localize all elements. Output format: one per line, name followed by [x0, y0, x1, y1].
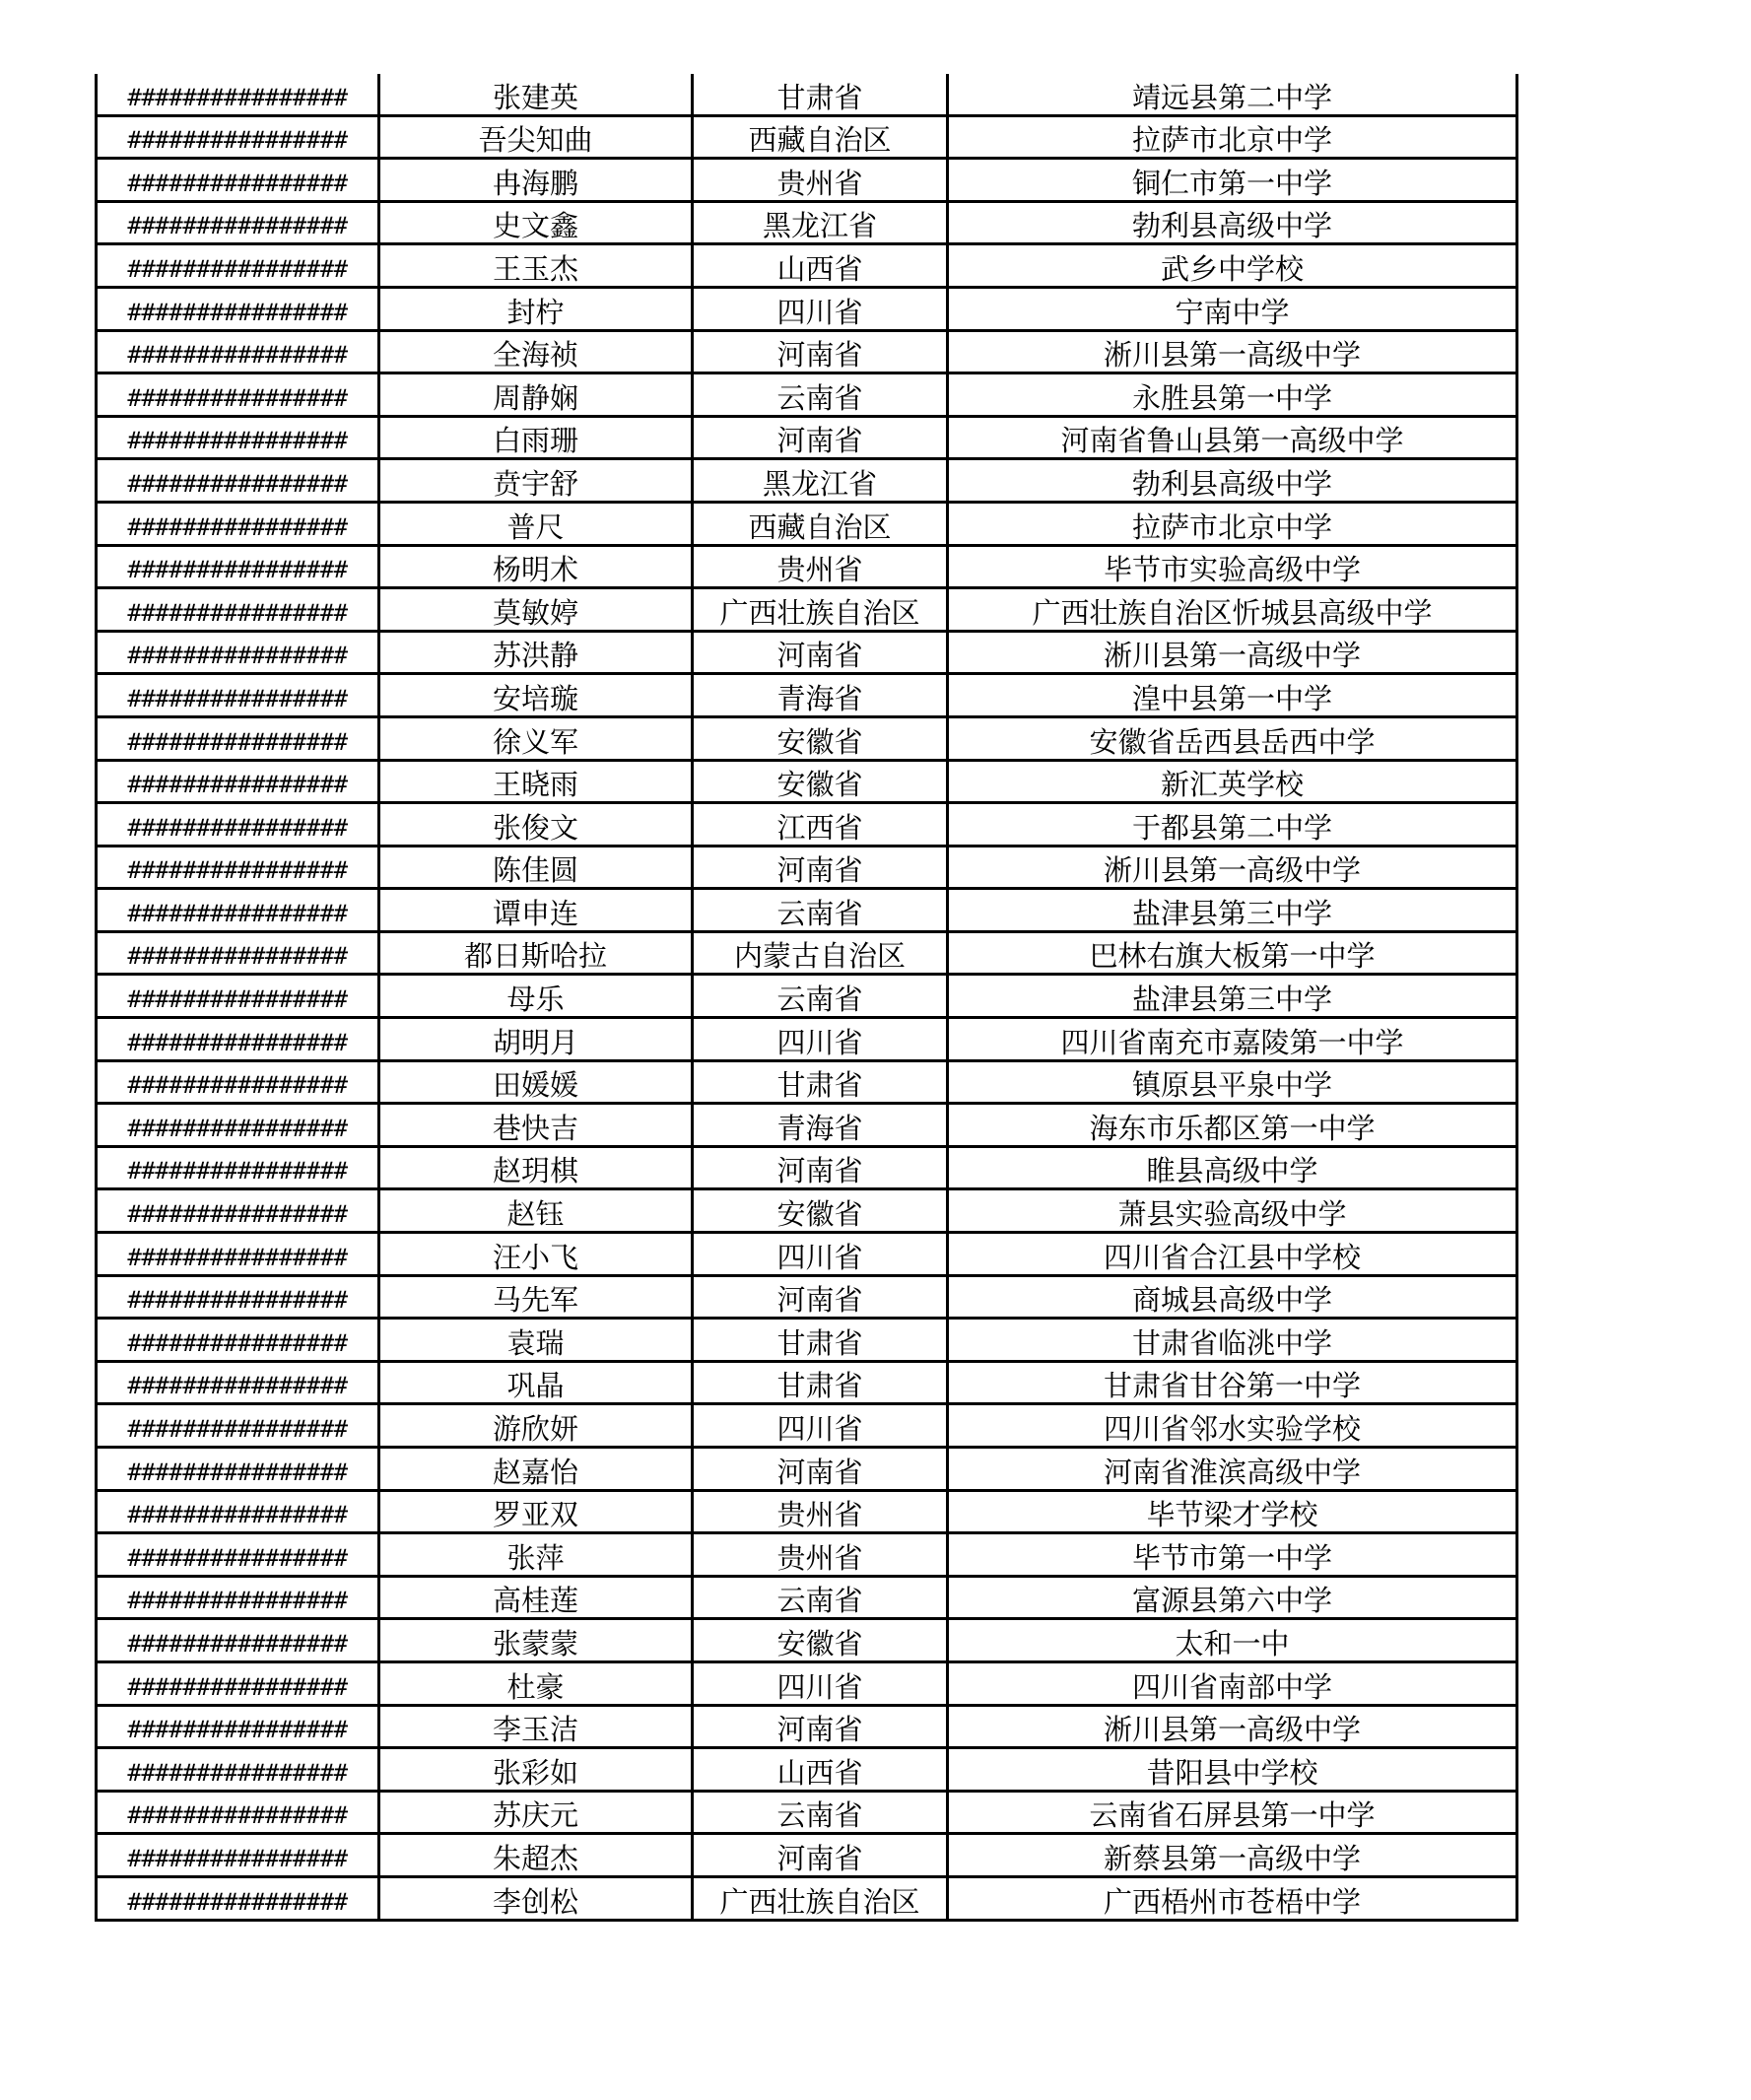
name-cell: 赵钰	[379, 1189, 693, 1233]
school-cell: 太和一中	[948, 1619, 1517, 1662]
table-row	[97, 459, 1517, 503]
id-cell: ################	[97, 1619, 379, 1662]
id-cell: ################	[97, 201, 379, 244]
province-cell: 云南省	[693, 975, 948, 1018]
id-cell: ################	[97, 1661, 379, 1705]
table-row	[97, 1705, 1517, 1748]
name-cell: 陈佳圆	[379, 846, 693, 889]
province-cell: 山西省	[693, 1748, 948, 1792]
name-cell: 谭申连	[379, 889, 693, 932]
school-cell: 广西梧州市苍梧中学	[948, 1876, 1517, 1920]
id-cell: ################	[97, 846, 379, 889]
id-cell: ################	[97, 1361, 379, 1404]
table-row	[97, 1448, 1517, 1491]
province-cell: 河南省	[693, 1275, 948, 1319]
id-cell: ################	[97, 1533, 379, 1577]
province-cell: 河南省	[693, 1448, 948, 1491]
table-row	[97, 1104, 1517, 1147]
province-cell: 江西省	[693, 803, 948, 847]
name-cell: 胡明月	[379, 1018, 693, 1061]
name-cell: 安培璇	[379, 674, 693, 717]
table-row	[97, 1619, 1517, 1662]
table-row	[97, 287, 1517, 330]
school-cell: 盐津县第三中学	[948, 889, 1517, 932]
province-cell: 甘肃省	[693, 74, 948, 115]
school-cell: 毕节梁才学校	[948, 1490, 1517, 1533]
school-cell: 四川省邻水实验学校	[948, 1404, 1517, 1448]
table-row	[97, 1533, 1517, 1577]
province-cell: 广西壮族自治区	[693, 588, 948, 632]
name-cell: 巩晶	[379, 1361, 693, 1404]
school-cell: 宁南中学	[948, 287, 1517, 330]
province-cell: 西藏自治区	[693, 502, 948, 545]
id-cell: ################	[97, 1791, 379, 1834]
table-row	[97, 502, 1517, 545]
name-cell: 普尺	[379, 502, 693, 545]
table-row	[97, 1834, 1517, 1877]
school-cell: 靖远县第二中学	[948, 74, 1517, 115]
name-cell: 封柠	[379, 287, 693, 330]
province-cell: 甘肃省	[693, 1319, 948, 1362]
school-cell: 毕节市实验高级中学	[948, 545, 1517, 588]
table-row	[97, 1748, 1517, 1792]
school-cell: 淅川县第一高级中学	[948, 846, 1517, 889]
table-row	[97, 1791, 1517, 1834]
province-cell: 西藏自治区	[693, 115, 948, 159]
id-cell: ################	[97, 502, 379, 545]
id-cell: ################	[97, 416, 379, 459]
name-cell: 母乐	[379, 975, 693, 1018]
table-row	[97, 244, 1517, 288]
id-cell: ################	[97, 1748, 379, 1792]
table-row	[97, 159, 1517, 202]
id-cell: ################	[97, 1404, 379, 1448]
province-cell: 甘肃省	[693, 1060, 948, 1104]
table-row	[97, 1233, 1517, 1276]
name-cell: 周静娴	[379, 373, 693, 417]
id-cell: ################	[97, 1705, 379, 1748]
province-cell: 四川省	[693, 1233, 948, 1276]
table-row	[97, 1275, 1517, 1319]
school-cell: 勃利县高级中学	[948, 459, 1517, 503]
school-cell: 湟中县第一中学	[948, 674, 1517, 717]
name-cell: 史文鑫	[379, 201, 693, 244]
school-cell: 拉萨市北京中学	[948, 115, 1517, 159]
table-row	[97, 975, 1517, 1018]
id-cell: ################	[97, 1448, 379, 1491]
school-cell: 甘肃省甘谷第一中学	[948, 1361, 1517, 1404]
school-cell: 毕节市第一中学	[948, 1533, 1517, 1577]
table-row	[97, 1319, 1517, 1362]
school-cell: 淅川县第一高级中学	[948, 330, 1517, 373]
school-cell: 新蔡县第一高级中学	[948, 1834, 1517, 1877]
id-cell: ################	[97, 1233, 379, 1276]
province-cell: 云南省	[693, 373, 948, 417]
name-cell: 莫敏婷	[379, 588, 693, 632]
school-cell: 武乡中学校	[948, 244, 1517, 288]
province-cell: 四川省	[693, 1661, 948, 1705]
province-cell: 云南省	[693, 889, 948, 932]
name-cell: 巷快吉	[379, 1104, 693, 1147]
name-cell: 赵嘉怡	[379, 1448, 693, 1491]
province-cell: 贵州省	[693, 545, 948, 588]
province-cell: 河南省	[693, 846, 948, 889]
id-cell: ################	[97, 1146, 379, 1189]
province-cell: 河南省	[693, 416, 948, 459]
table-row	[97, 1404, 1517, 1448]
id-cell: ################	[97, 1060, 379, 1104]
id-cell: ################	[97, 1018, 379, 1061]
name-cell: 贲宇舒	[379, 459, 693, 503]
province-cell: 四川省	[693, 1404, 948, 1448]
table-row	[97, 1876, 1517, 1920]
province-cell: 河南省	[693, 1146, 948, 1189]
name-cell: 袁瑞	[379, 1319, 693, 1362]
name-cell: 田媛媛	[379, 1060, 693, 1104]
province-cell: 河南省	[693, 1834, 948, 1877]
school-cell: 河南省鲁山县第一高级中学	[948, 416, 1517, 459]
table-row	[97, 931, 1517, 975]
id-cell: ################	[97, 631, 379, 674]
id-cell: ################	[97, 889, 379, 932]
id-cell: ################	[97, 1576, 379, 1619]
school-cell: 淅川县第一高级中学	[948, 631, 1517, 674]
id-cell: ################	[97, 716, 379, 760]
table-row	[97, 201, 1517, 244]
province-cell: 山西省	[693, 244, 948, 288]
school-cell: 四川省南部中学	[948, 1661, 1517, 1705]
name-cell: 都日斯哈拉	[379, 931, 693, 975]
province-cell: 云南省	[693, 1791, 948, 1834]
name-cell: 张萍	[379, 1533, 693, 1577]
table-row	[97, 760, 1517, 803]
table-row	[97, 846, 1517, 889]
name-cell: 罗亚双	[379, 1490, 693, 1533]
id-cell: ################	[97, 1834, 379, 1877]
name-cell: 苏庆元	[379, 1791, 693, 1834]
province-cell: 安徽省	[693, 1189, 948, 1233]
table-row	[97, 1060, 1517, 1104]
table-row	[97, 1146, 1517, 1189]
province-cell: 内蒙古自治区	[693, 931, 948, 975]
table-row	[97, 1661, 1517, 1705]
school-cell: 海东市乐都区第一中学	[948, 1104, 1517, 1147]
province-cell: 河南省	[693, 631, 948, 674]
province-cell: 青海省	[693, 1104, 948, 1147]
school-cell: 铜仁市第一中学	[948, 159, 1517, 202]
province-cell: 河南省	[693, 330, 948, 373]
school-cell: 镇原县平泉中学	[948, 1060, 1517, 1104]
table-row	[97, 803, 1517, 847]
school-cell: 富源县第六中学	[948, 1576, 1517, 1619]
table-row	[97, 674, 1517, 717]
table-row	[97, 588, 1517, 632]
school-cell: 淅川县第一高级中学	[948, 1705, 1517, 1748]
table-row	[97, 545, 1517, 588]
id-cell: ################	[97, 1189, 379, 1233]
table-row	[97, 889, 1517, 932]
table-body	[97, 74, 1517, 1920]
province-cell: 贵州省	[693, 1490, 948, 1533]
school-cell: 云南省石屏县第一中学	[948, 1791, 1517, 1834]
school-cell: 永胜县第一中学	[948, 373, 1517, 417]
school-cell: 商城县高级中学	[948, 1275, 1517, 1319]
province-cell: 安徽省	[693, 1619, 948, 1662]
name-cell: 王晓雨	[379, 760, 693, 803]
province-cell: 青海省	[693, 674, 948, 717]
name-cell: 全海祯	[379, 330, 693, 373]
school-cell: 安徽省岳西县岳西中学	[948, 716, 1517, 760]
school-cell: 于都县第二中学	[948, 803, 1517, 847]
id-cell: ################	[97, 115, 379, 159]
school-cell: 萧县实验高级中学	[948, 1189, 1517, 1233]
table-row	[97, 1018, 1517, 1061]
school-cell: 盐津县第三中学	[948, 975, 1517, 1018]
name-cell: 杜豪	[379, 1661, 693, 1705]
name-cell: 张彩如	[379, 1748, 693, 1792]
table-row	[97, 115, 1517, 159]
table-row	[97, 74, 1517, 115]
province-cell: 安徽省	[693, 716, 948, 760]
id-cell: ################	[97, 760, 379, 803]
id-cell: ################	[97, 545, 379, 588]
school-cell: 拉萨市北京中学	[948, 502, 1517, 545]
name-cell: 徐义军	[379, 716, 693, 760]
id-cell: ################	[97, 244, 379, 288]
name-cell: 白雨珊	[379, 416, 693, 459]
id-cell: ################	[97, 1876, 379, 1920]
name-cell: 冉海鹏	[379, 159, 693, 202]
table-row	[97, 330, 1517, 373]
name-cell: 张建英	[379, 74, 693, 115]
table-row	[97, 631, 1517, 674]
name-cell: 王玉杰	[379, 244, 693, 288]
id-cell: ################	[97, 330, 379, 373]
school-cell: 新汇英学校	[948, 760, 1517, 803]
id-cell: ################	[97, 287, 379, 330]
id-cell: ################	[97, 931, 379, 975]
id-cell: ################	[97, 373, 379, 417]
province-cell: 云南省	[693, 1576, 948, 1619]
id-cell: ################	[97, 674, 379, 717]
table-row	[97, 1361, 1517, 1404]
school-cell: 巴林右旗大板第一中学	[948, 931, 1517, 975]
school-cell: 睢县高级中学	[948, 1146, 1517, 1189]
name-cell: 吾尖知曲	[379, 115, 693, 159]
name-cell: 高桂莲	[379, 1576, 693, 1619]
name-cell: 杨明术	[379, 545, 693, 588]
table-row	[97, 1490, 1517, 1533]
table-row	[97, 416, 1517, 459]
province-cell: 广西壮族自治区	[693, 1876, 948, 1920]
name-cell: 李创松	[379, 1876, 693, 1920]
table-row	[97, 1576, 1517, 1619]
school-cell: 广西壮族自治区忻城县高级中学	[948, 588, 1517, 632]
province-cell: 黑龙江省	[693, 201, 948, 244]
province-cell: 四川省	[693, 1018, 948, 1061]
school-cell: 昔阳县中学校	[948, 1748, 1517, 1792]
id-cell: ################	[97, 588, 379, 632]
province-cell: 贵州省	[693, 159, 948, 202]
name-cell: 游欣妍	[379, 1404, 693, 1448]
province-cell: 甘肃省	[693, 1361, 948, 1404]
school-cell: 甘肃省临洮中学	[948, 1319, 1517, 1362]
school-cell: 四川省南充市嘉陵第一中学	[948, 1018, 1517, 1061]
name-cell: 马先军	[379, 1275, 693, 1319]
id-cell: ################	[97, 803, 379, 847]
name-cell: 赵玥棋	[379, 1146, 693, 1189]
table-row	[97, 716, 1517, 760]
name-cell: 汪小飞	[379, 1233, 693, 1276]
school-cell: 河南省淮滨高级中学	[948, 1448, 1517, 1491]
province-cell: 四川省	[693, 287, 948, 330]
province-cell: 贵州省	[693, 1533, 948, 1577]
province-cell: 黑龙江省	[693, 459, 948, 503]
name-cell: 苏洪静	[379, 631, 693, 674]
school-cell: 四川省合江县中学校	[948, 1233, 1517, 1276]
name-cell: 张俊文	[379, 803, 693, 847]
school-cell: 勃利县高级中学	[948, 201, 1517, 244]
name-cell: 张蒙蒙	[379, 1619, 693, 1662]
id-cell: ################	[97, 1275, 379, 1319]
id-cell: ################	[97, 975, 379, 1018]
student-list-table	[95, 74, 1518, 1922]
name-cell: 李玉洁	[379, 1705, 693, 1748]
name-cell: 朱超杰	[379, 1834, 693, 1877]
id-cell: ################	[97, 159, 379, 202]
id-cell: ################	[97, 1490, 379, 1533]
province-cell: 安徽省	[693, 760, 948, 803]
table-row	[97, 373, 1517, 417]
table-row	[97, 1189, 1517, 1233]
id-cell: ################	[97, 74, 379, 115]
province-cell: 河南省	[693, 1705, 948, 1748]
id-cell: ################	[97, 1319, 379, 1362]
id-cell: ################	[97, 459, 379, 503]
id-cell: ################	[97, 1104, 379, 1147]
